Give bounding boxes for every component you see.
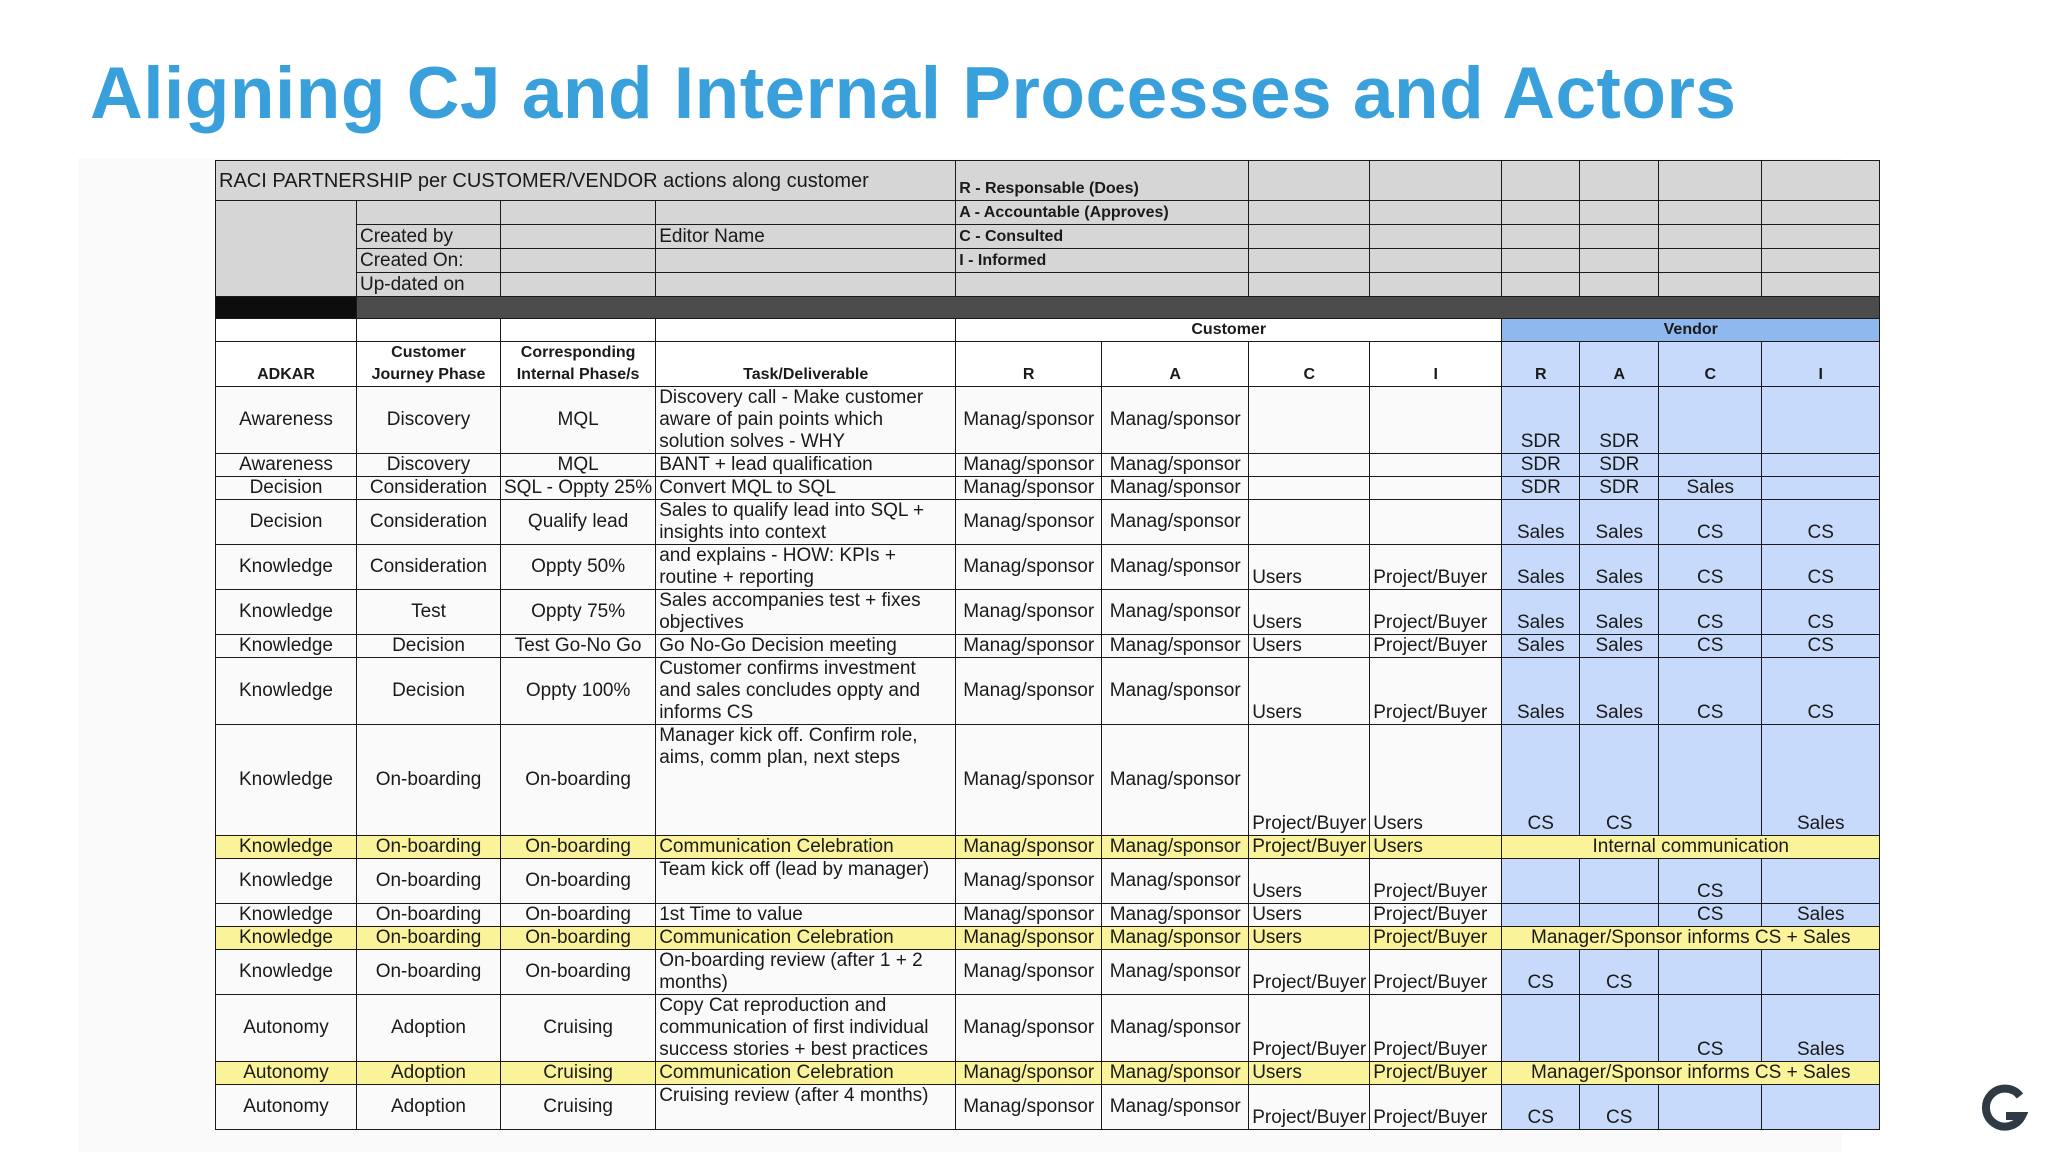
vendor-i-cell: Sales <box>1762 995 1880 1062</box>
adkar-cell: Knowledge <box>216 836 357 859</box>
customer-r-cell: Manag/sponsor <box>956 859 1102 904</box>
vendor-a-cell: Sales <box>1580 590 1659 635</box>
customer-c-cell: Users <box>1249 859 1370 904</box>
vendor-c-cell <box>1659 950 1762 995</box>
adkar-cell: Knowledge <box>216 859 357 904</box>
table-row <box>216 454 1880 477</box>
internal-phase-cell: On-boarding <box>501 725 656 836</box>
customer-i-cell: Project/Buyer <box>1370 658 1502 725</box>
customer-i-cell: Project/Buyer <box>1370 1085 1502 1130</box>
adkar-cell: Autonomy <box>216 1085 357 1130</box>
col-vendor-r: R <box>1502 342 1580 387</box>
journey-phase-cell: Consideration <box>357 500 501 545</box>
journey-phase-cell: Consideration <box>357 545 501 590</box>
col-customer-journey-phase: Customer Journey Phase <box>357 342 501 387</box>
table-row <box>216 590 1880 635</box>
vendor-i-cell: CS <box>1762 635 1880 658</box>
journey-phase-cell: Discovery <box>357 454 501 477</box>
vendor-a-cell: Sales <box>1580 658 1659 725</box>
customer-i-cell <box>1370 454 1502 477</box>
internal-phase-cell: On-boarding <box>501 950 656 995</box>
vendor-i-cell: CS <box>1762 500 1880 545</box>
vendor-a-cell: CS <box>1580 725 1659 836</box>
vendor-r-cell: Sales <box>1502 545 1580 590</box>
vendor-c-cell: CS <box>1659 635 1762 658</box>
col-customer-a: A <box>1102 342 1249 387</box>
task-cell: Manager kick off. Confirm role, aims, comm plan, next steps <box>656 725 956 836</box>
journey-phase-cell: On-boarding <box>357 904 501 927</box>
journey-phase-cell: On-boarding <box>357 859 501 904</box>
customer-r-cell: Manag/sponsor <box>956 545 1102 590</box>
customer-c-cell <box>1249 454 1370 477</box>
journey-phase-cell: On-boarding <box>357 950 501 995</box>
table-row <box>216 859 1880 904</box>
vendor-a-cell <box>1580 995 1659 1062</box>
vendor-note-cell: Internal communication <box>1502 836 1880 859</box>
vendor-c-cell: CS <box>1659 545 1762 590</box>
customer-r-cell: Manag/sponsor <box>956 927 1102 950</box>
slide-title: Aligning CJ and Internal Processes and Actors <box>90 53 1737 134</box>
customer-r-cell: Manag/sponsor <box>956 658 1102 725</box>
customer-a-cell: Manag/sponsor <box>1102 658 1249 725</box>
vendor-a-cell <box>1580 859 1659 904</box>
col-vendor-i: I <box>1762 342 1880 387</box>
vendor-r-cell: SDR <box>1502 477 1580 500</box>
vendor-a-cell: CS <box>1580 1085 1659 1130</box>
internal-phase-cell: On-boarding <box>501 927 656 950</box>
task-cell: Go No-Go Decision meeting <box>656 635 956 658</box>
customer-c-cell: Users <box>1249 545 1370 590</box>
customer-c-cell <box>1249 387 1370 454</box>
table-row <box>216 995 1880 1062</box>
vendor-c-cell: CS <box>1659 904 1762 927</box>
table-row <box>216 927 1880 950</box>
table-row <box>216 387 1880 454</box>
vendor-c-cell <box>1659 725 1762 836</box>
customer-c-cell <box>1249 500 1370 545</box>
journey-phase-cell: Adoption <box>357 1062 501 1085</box>
customer-c-cell: Project/Buyer <box>1249 836 1370 859</box>
customer-a-cell: Manag/sponsor <box>1102 590 1249 635</box>
internal-phase-cell: Cruising <box>501 995 656 1062</box>
legend-a: A - Accountable (Approves) <box>956 201 1249 225</box>
internal-phase-cell: Cruising <box>501 1085 656 1130</box>
vendor-c-cell <box>1659 387 1762 454</box>
vendor-i-cell <box>1762 387 1880 454</box>
vendor-a-cell: SDR <box>1580 387 1659 454</box>
col-vendor-a: A <box>1580 342 1659 387</box>
adkar-cell: Knowledge <box>216 725 357 836</box>
customer-a-cell: Manag/sponsor <box>1102 545 1249 590</box>
col-customer-c: C <box>1249 342 1370 387</box>
journey-phase-cell: Adoption <box>357 995 501 1062</box>
internal-phase-cell: SQL - Oppty 25% <box>501 477 656 500</box>
customer-a-cell: Manag/sponsor <box>1102 454 1249 477</box>
customer-a-cell: Manag/sponsor <box>1102 904 1249 927</box>
customer-r-cell: Manag/sponsor <box>956 635 1102 658</box>
col-vendor-c: C <box>1659 342 1762 387</box>
vendor-r-cell: CS <box>1502 725 1580 836</box>
vendor-i-cell: CS <box>1762 658 1880 725</box>
customer-a-cell: Manag/sponsor <box>1102 950 1249 995</box>
g-logo-icon <box>1980 1082 2028 1134</box>
customer-a-cell: Manag/sponsor <box>1102 995 1249 1062</box>
vendor-a-cell: Sales <box>1580 635 1659 658</box>
internal-phase-cell: Oppty 75% <box>501 590 656 635</box>
customer-i-cell: Project/Buyer <box>1370 904 1502 927</box>
internal-phase-cell: On-boarding <box>501 904 656 927</box>
customer-c-cell: Users <box>1249 1062 1370 1085</box>
customer-c-cell: Project/Buyer <box>1249 995 1370 1062</box>
vendor-a-cell: Sales <box>1580 545 1659 590</box>
internal-phase-cell: MQL <box>501 454 656 477</box>
journey-phase-cell: Adoption <box>357 1085 501 1130</box>
journey-phase-cell: Discovery <box>357 387 501 454</box>
journey-phase-cell: On-boarding <box>357 725 501 836</box>
created-on-label: Created On: <box>357 249 501 273</box>
customer-c-cell: Users <box>1249 635 1370 658</box>
vendor-r-cell <box>1502 859 1580 904</box>
customer-a-cell: Manag/sponsor <box>1102 1085 1249 1130</box>
table-row <box>216 1085 1880 1130</box>
sheet-heading-row <box>216 161 1880 201</box>
customer-i-cell: Project/Buyer <box>1370 635 1502 658</box>
internal-phase-cell: Oppty 100% <box>501 658 656 725</box>
vendor-r-cell: Sales <box>1502 635 1580 658</box>
table-row <box>216 545 1880 590</box>
customer-a-cell: Manag/sponsor <box>1102 387 1249 454</box>
customer-i-cell <box>1370 477 1502 500</box>
adkar-cell: Knowledge <box>216 658 357 725</box>
vendor-r-cell: SDR <box>1502 387 1580 454</box>
internal-phase-cell: Oppty 50% <box>501 545 656 590</box>
task-cell: On-boarding review (after 1 + 2 months) <box>656 950 956 995</box>
customer-r-cell: Manag/sponsor <box>956 1062 1102 1085</box>
journey-phase-cell: Decision <box>357 658 501 725</box>
created-on-row <box>216 249 1880 273</box>
dark-separator-row <box>216 297 1880 319</box>
group-header-row <box>216 319 1880 342</box>
customer-r-cell: Manag/sponsor <box>956 590 1102 635</box>
vendor-c-cell: CS <box>1659 500 1762 545</box>
customer-a-cell: Manag/sponsor <box>1102 500 1249 545</box>
table-row <box>216 477 1880 500</box>
vendor-c-cell: CS <box>1659 658 1762 725</box>
customer-i-cell: Users <box>1370 725 1502 836</box>
journey-phase-cell: On-boarding <box>357 836 501 859</box>
vendor-a-cell: SDR <box>1580 477 1659 500</box>
col-customer-r: R <box>956 342 1102 387</box>
customer-a-cell: Manag/sponsor <box>1102 725 1249 836</box>
task-cell: Communication Celebration <box>656 836 956 859</box>
adkar-cell: Knowledge <box>216 950 357 995</box>
vendor-a-cell: SDR <box>1580 454 1659 477</box>
vendor-i-cell <box>1762 950 1880 995</box>
updated-on-label: Up-dated on <box>357 273 501 297</box>
vendor-a-cell <box>1580 904 1659 927</box>
adkar-cell: Decision <box>216 500 357 545</box>
customer-i-cell: Project/Buyer <box>1370 950 1502 995</box>
col-internal-phase: Corresponding Internal Phase/s <box>501 342 656 387</box>
col-customer-i: I <box>1370 342 1502 387</box>
customer-i-cell: Project/Buyer <box>1370 545 1502 590</box>
internal-phase-cell: Test Go-No Go <box>501 635 656 658</box>
task-cell: and explains - HOW: KPIs + routine + reporting <box>656 545 956 590</box>
adkar-cell: Autonomy <box>216 1062 357 1085</box>
vendor-c-cell: CS <box>1659 859 1762 904</box>
customer-group-header: Customer <box>956 319 1502 342</box>
vendor-i-cell <box>1762 454 1880 477</box>
customer-r-cell: Manag/sponsor <box>956 500 1102 545</box>
customer-r-cell: Manag/sponsor <box>956 387 1102 454</box>
legend-c: C - Consulted <box>956 225 1249 249</box>
customer-r-cell: Manag/sponsor <box>956 904 1102 927</box>
vendor-i-cell <box>1762 1085 1880 1130</box>
vendor-c-cell <box>1659 454 1762 477</box>
col-task: Task/Deliverable <box>656 342 956 387</box>
col-adkar: ADKAR <box>216 342 357 387</box>
customer-c-cell: Project/Buyer <box>1249 1085 1370 1130</box>
table-row <box>216 836 1880 859</box>
table-row <box>216 635 1880 658</box>
customer-c-cell: Project/Buyer <box>1249 950 1370 995</box>
table-row <box>216 950 1880 995</box>
task-cell: Team kick off (lead by manager) <box>656 859 956 904</box>
adkar-cell: Knowledge <box>216 635 357 658</box>
customer-r-cell: Manag/sponsor <box>956 1085 1102 1130</box>
customer-c-cell: Project/Buyer <box>1249 725 1370 836</box>
journey-phase-cell: Decision <box>357 635 501 658</box>
vendor-note-cell: Manager/Sponsor informs CS + Sales <box>1502 927 1880 950</box>
customer-a-cell: Manag/sponsor <box>1102 859 1249 904</box>
column-header-row <box>216 342 1880 387</box>
customer-a-cell: Manag/sponsor <box>1102 1062 1249 1085</box>
task-cell: Cruising review (after 4 months) <box>656 1085 956 1130</box>
customer-c-cell: Users <box>1249 904 1370 927</box>
customer-c-cell: Users <box>1249 658 1370 725</box>
customer-r-cell: Manag/sponsor <box>956 995 1102 1062</box>
task-cell: BANT + lead qualification <box>656 454 956 477</box>
customer-r-cell: Manag/sponsor <box>956 454 1102 477</box>
task-cell: Convert MQL to SQL <box>656 477 956 500</box>
updated-on-row <box>216 273 1880 297</box>
vendor-r-cell: SDR <box>1502 454 1580 477</box>
journey-phase-cell: On-boarding <box>357 927 501 950</box>
internal-phase-cell: On-boarding <box>501 836 656 859</box>
vendor-i-cell: Sales <box>1762 725 1880 836</box>
adkar-cell: Knowledge <box>216 590 357 635</box>
vendor-note-cell: Manager/Sponsor informs CS + Sales <box>1502 1062 1880 1085</box>
customer-a-cell: Manag/sponsor <box>1102 635 1249 658</box>
vendor-r-cell <box>1502 995 1580 1062</box>
journey-phase-cell: Consideration <box>357 477 501 500</box>
customer-c-cell: Users <box>1249 927 1370 950</box>
task-cell: Sales to qualify lead into SQL + insights into context <box>656 500 956 545</box>
vendor-r-cell: CS <box>1502 950 1580 995</box>
vendor-i-cell: Sales <box>1762 904 1880 927</box>
legend-row-a <box>216 201 1880 225</box>
vendor-a-cell: Sales <box>1580 500 1659 545</box>
journey-phase-cell: Test <box>357 590 501 635</box>
customer-i-cell <box>1370 500 1502 545</box>
legend-i: I - Informed <box>956 249 1249 273</box>
internal-phase-cell: MQL <box>501 387 656 454</box>
adkar-cell: Knowledge <box>216 545 357 590</box>
vendor-c-cell: CS <box>1659 995 1762 1062</box>
adkar-cell: Knowledge <box>216 904 357 927</box>
vendor-r-cell: Sales <box>1502 590 1580 635</box>
table-row <box>216 500 1880 545</box>
customer-i-cell: Project/Buyer <box>1370 590 1502 635</box>
customer-r-cell: Manag/sponsor <box>956 477 1102 500</box>
customer-a-cell: Manag/sponsor <box>1102 927 1249 950</box>
task-cell: Communication Celebration <box>656 927 956 950</box>
table-row <box>216 904 1880 927</box>
customer-i-cell: Project/Buyer <box>1370 995 1502 1062</box>
table-row <box>216 658 1880 725</box>
vendor-i-cell: CS <box>1762 545 1880 590</box>
adkar-cell: Decision <box>216 477 357 500</box>
customer-a-cell: Manag/sponsor <box>1102 836 1249 859</box>
vendor-i-cell <box>1762 477 1880 500</box>
task-cell: Sales accompanies test + fixes objectives <box>656 590 956 635</box>
vendor-group-header: Vendor <box>1502 319 1880 342</box>
task-cell: Discovery call - Make customer aware of pain points which solution solves - WHY <box>656 387 956 454</box>
vendor-r-cell: Sales <box>1502 658 1580 725</box>
vendor-c-cell <box>1659 1085 1762 1130</box>
customer-c-cell: Users <box>1249 590 1370 635</box>
task-cell: Copy Cat reproduction and communication of first individual success stories + best practices <box>656 995 956 1062</box>
vendor-r-cell: CS <box>1502 1085 1580 1130</box>
customer-i-cell: Users <box>1370 836 1502 859</box>
table-row <box>216 725 1880 836</box>
vendor-a-cell: CS <box>1580 950 1659 995</box>
adkar-cell: Knowledge <box>216 927 357 950</box>
task-cell: Customer confirms investment and sales concludes oppty and informs CS <box>656 658 956 725</box>
vendor-i-cell: CS <box>1762 590 1880 635</box>
editor-name-cell: Editor Name <box>656 225 956 249</box>
customer-i-cell: Project/Buyer <box>1370 1062 1502 1085</box>
customer-r-cell: Manag/sponsor <box>956 950 1102 995</box>
customer-r-cell: Manag/sponsor <box>956 836 1102 859</box>
customer-c-cell <box>1249 477 1370 500</box>
vendor-c-cell: Sales <box>1659 477 1762 500</box>
created-by-label: Created by <box>357 225 501 249</box>
vendor-i-cell <box>1762 859 1880 904</box>
customer-i-cell: Project/Buyer <box>1370 927 1502 950</box>
customer-i-cell <box>1370 387 1502 454</box>
customer-r-cell: Manag/sponsor <box>956 725 1102 836</box>
internal-phase-cell: Qualify lead <box>501 500 656 545</box>
vendor-c-cell: CS <box>1659 590 1762 635</box>
adkar-cell: Awareness <box>216 387 357 454</box>
customer-a-cell: Manag/sponsor <box>1102 477 1249 500</box>
vendor-r-cell: Sales <box>1502 500 1580 545</box>
adkar-cell: Awareness <box>216 454 357 477</box>
legend-r: R - Responsable (Does) <box>956 161 1249 201</box>
task-cell: Communication Celebration <box>656 1062 956 1085</box>
task-cell: 1st Time to value <box>656 904 956 927</box>
sheet-heading: RACI PARTNERSHIP per CUSTOMER/VENDOR actions along customer <box>216 161 956 201</box>
adkar-cell: Autonomy <box>216 995 357 1062</box>
customer-i-cell: Project/Buyer <box>1370 859 1502 904</box>
vendor-r-cell <box>1502 904 1580 927</box>
internal-phase-cell: Cruising <box>501 1062 656 1085</box>
raci-table <box>215 160 1880 1130</box>
table-row <box>216 1062 1880 1085</box>
created-by-row <box>216 225 1880 249</box>
internal-phase-cell: On-boarding <box>501 859 656 904</box>
